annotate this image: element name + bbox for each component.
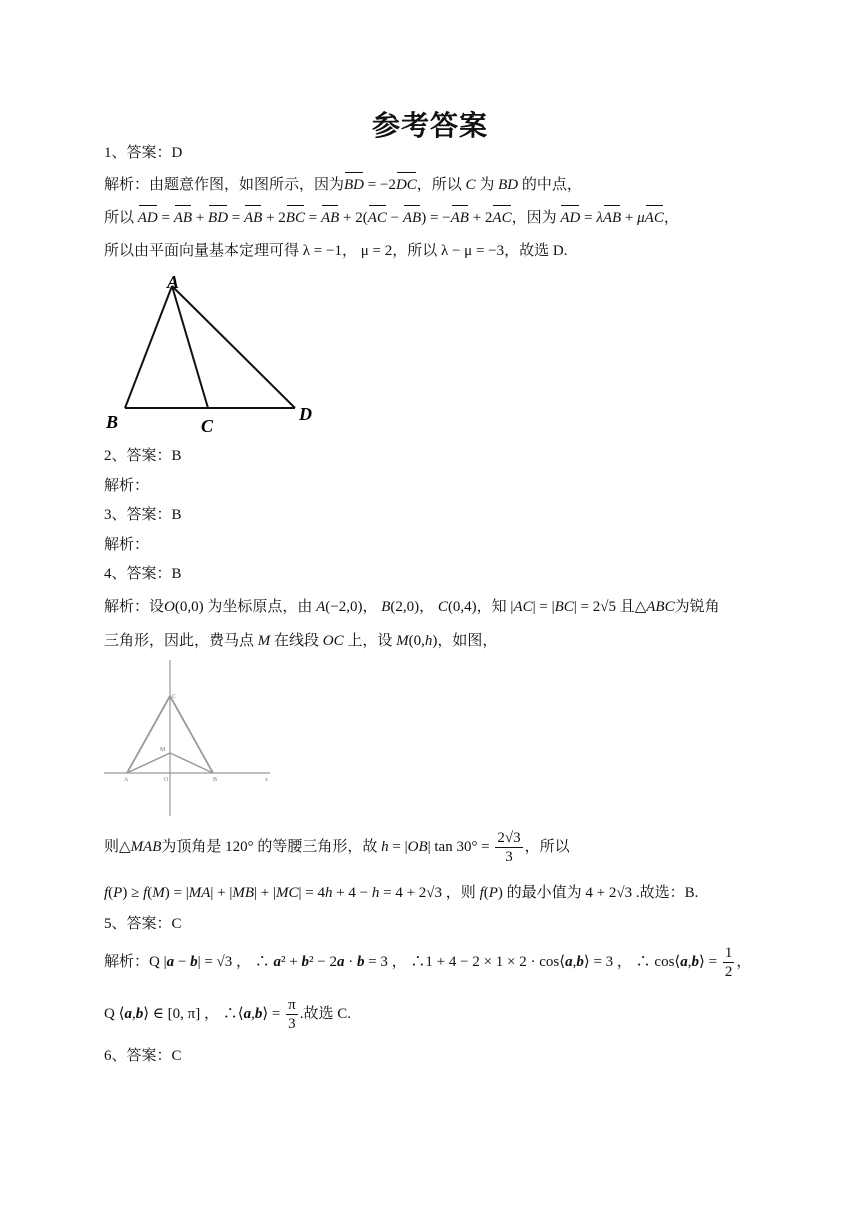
q4-analysis-line4: f(P) ≥ f(M) = |MA| + |MB| + |MC| = 4h + 4 − h = 4 + 2√3 ，则 f(P) 的最小值为 4 + 2√3 .故选：B. xyxy=(104,885,699,901)
label-b: B xyxy=(106,412,119,432)
q3-answer: 3、答案：B xyxy=(104,507,182,523)
label-a: A xyxy=(124,777,129,783)
label-x: x xyxy=(265,777,268,783)
label-b: B xyxy=(213,777,218,783)
q2-analysis: 解析： xyxy=(104,478,150,494)
q1-answer: 1、答案：D xyxy=(104,145,183,161)
label-a: A xyxy=(167,272,180,292)
q1-analysis-line3: 所以由平面向量基本定理可得 λ = −1， μ = 2，所以 λ − μ = −3，故选 D. xyxy=(104,243,568,259)
segment-ac xyxy=(127,696,170,773)
q1-analysis-line2: 所以 AD = AB + BD = AB + 2BC = AB + 2(AC − AB) = −AB + 2AC，因为 AD = λAB + μAC， xyxy=(104,210,679,226)
q5-answer: 5、答案：C xyxy=(104,916,182,932)
label-c: C xyxy=(201,416,214,436)
label-o: O xyxy=(164,777,169,783)
label-c: C xyxy=(172,694,177,700)
q6-answer: 6、答案：C xyxy=(104,1048,182,1064)
q4-coordinate-figure xyxy=(100,658,280,823)
q3-analysis: 解析： xyxy=(104,537,150,553)
segment-ab xyxy=(125,286,172,408)
q4-analysis-line3: 则△MAB为顶角是 120° 的等腰三角形，故 h = |OB| tan 30° = $\frac{2√3}{3}$ ，所以 xyxy=(104,830,570,866)
q1-analysis-line1: 解析：由题意作图，如图所示，因为BD = −2DC，所以 C 为 BD 的中点， xyxy=(104,177,582,193)
label-m: M xyxy=(160,747,166,753)
label-d: D xyxy=(299,404,312,424)
q4-analysis-line2: 三角形，因此，费马点 M 在线段 OC 上，设 M(0,h)，如图， xyxy=(104,633,498,649)
q4-analysis-line1: 解析：设O(0,0) 为坐标原点，由 A(−2,0)， B(2,0)， C(0,4)，知 |AC| = |BC| = 2√5 且△ABC为锐角 xyxy=(104,599,720,615)
q5-analysis-line1: 解析：Q |a − b| = √3 ， ∴ a² + b² − 2a · b = 3 ， ∴1 + 4 − 2 × 1 × 2 · cos⟨a,b⟩ = 3 ， ∴ cos⟨a,b⟩ = $\frac{1}{2}$ ， xyxy=(104,945,752,981)
q1-triangle-figure xyxy=(106,268,332,443)
segment-bc xyxy=(170,696,213,773)
q4-answer: 4、答案：B xyxy=(104,566,182,582)
q2-answer: 2、答案：B xyxy=(104,448,182,464)
q5-analysis-line2: Q ⟨a,b⟩ ∈ [0, π] ， ∴⟨a,b⟩ = $\frac{\pi}{3}$ .故选 C. xyxy=(104,997,351,1033)
page-title: 参考答案 xyxy=(371,109,488,142)
